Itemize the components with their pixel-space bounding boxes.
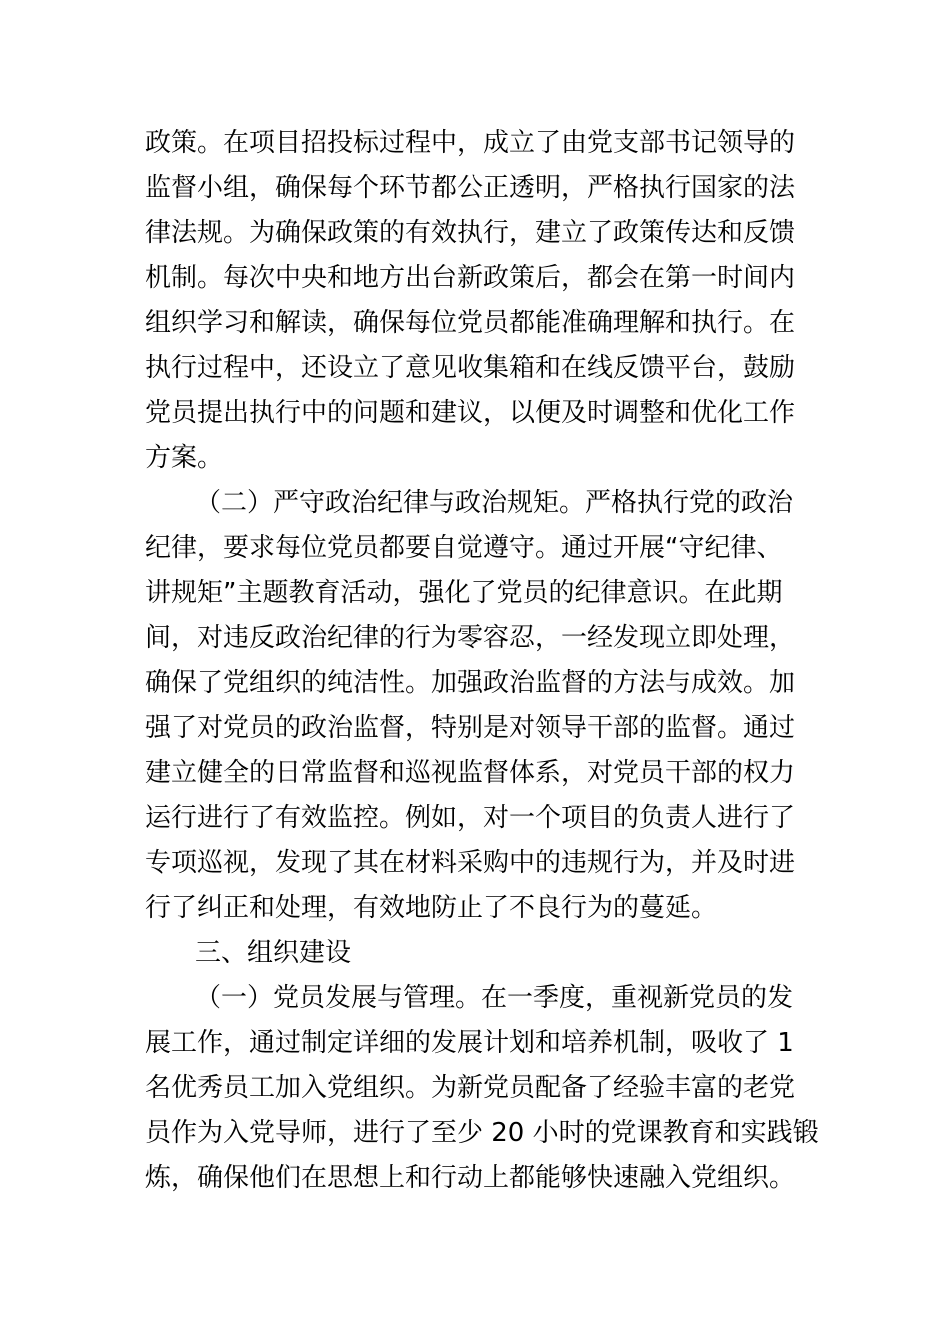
text-line: 建立健全的日常监督和巡视监督体系，对党员干部的权力 (145, 758, 796, 788)
text-line: 专项巡视，发现了其在材料采购中的违规行为，并及时进 (145, 848, 796, 878)
text-line: 政策。在项目招投标过程中，成立了由党支部书记领导的 (145, 128, 796, 158)
text-line: 律法规。为确保政策的有效执行，建立了政策传达和反馈 (145, 218, 796, 248)
text-line: 运行进行了有效监控。例如，对一个项目的负责人进行了 (145, 803, 796, 833)
text-line: 讲规矩”主题教育活动，强化了党员的纪律意识。在此期 (145, 578, 783, 608)
text-line: 机制。每次中央和地方出台新政策后，都会在第一时间内 (145, 263, 796, 293)
text-line: 名优秀员工加入党组织。为新党员配备了经验丰富的老党 (145, 1073, 796, 1103)
text-line: 确保了党组织的纯洁性。加强政治监督的方法与成效。加 (145, 668, 796, 698)
text-line: 间，对违反政治纪律的行为零容忍，一经发现立即处理， (145, 623, 796, 653)
paragraph-heading-line: （二）严守政治纪律与政治规矩。严格执行党的政治 (195, 488, 794, 518)
text-line: 展工作，通过制定详细的发展计划和培养机制，吸收了 1 (145, 1028, 794, 1058)
text-line: 纪律，要求每位党员都要自觉遵守。通过开展“守纪律、 (145, 533, 783, 563)
text-line: 员作为入党导师，进行了至少 20 小时的党课教育和实践锻 (145, 1118, 819, 1148)
section-heading: 三、组织建设 (195, 938, 352, 968)
paragraph-heading-line: （一）党员发展与管理。在一季度，重视新党员的发 (195, 983, 794, 1013)
text-line: 执行过程中，还设立了意见收集箱和在线反馈平台，鼓励 (145, 353, 796, 383)
text-line: 强了对党员的政治监督，特别是对领导干部的监督。通过 (145, 713, 796, 743)
text-line: 党员提出执行中的问题和建议，以便及时调整和优化工作 (145, 398, 796, 428)
text-line: 组织学习和解读，确保每位党员都能准确理解和执行。在 (145, 308, 796, 338)
text-line: 行了纠正和处理，有效地防止了不良行为的蔓延。 (145, 893, 718, 923)
text-line: 方案。 (145, 443, 224, 473)
text-line: 监督小组，确保每个环节都公正透明，严格执行国家的法 (145, 173, 796, 203)
text-line: 炼，确保他们在思想上和行动上都能够快速融入党组织。 (145, 1163, 796, 1193)
